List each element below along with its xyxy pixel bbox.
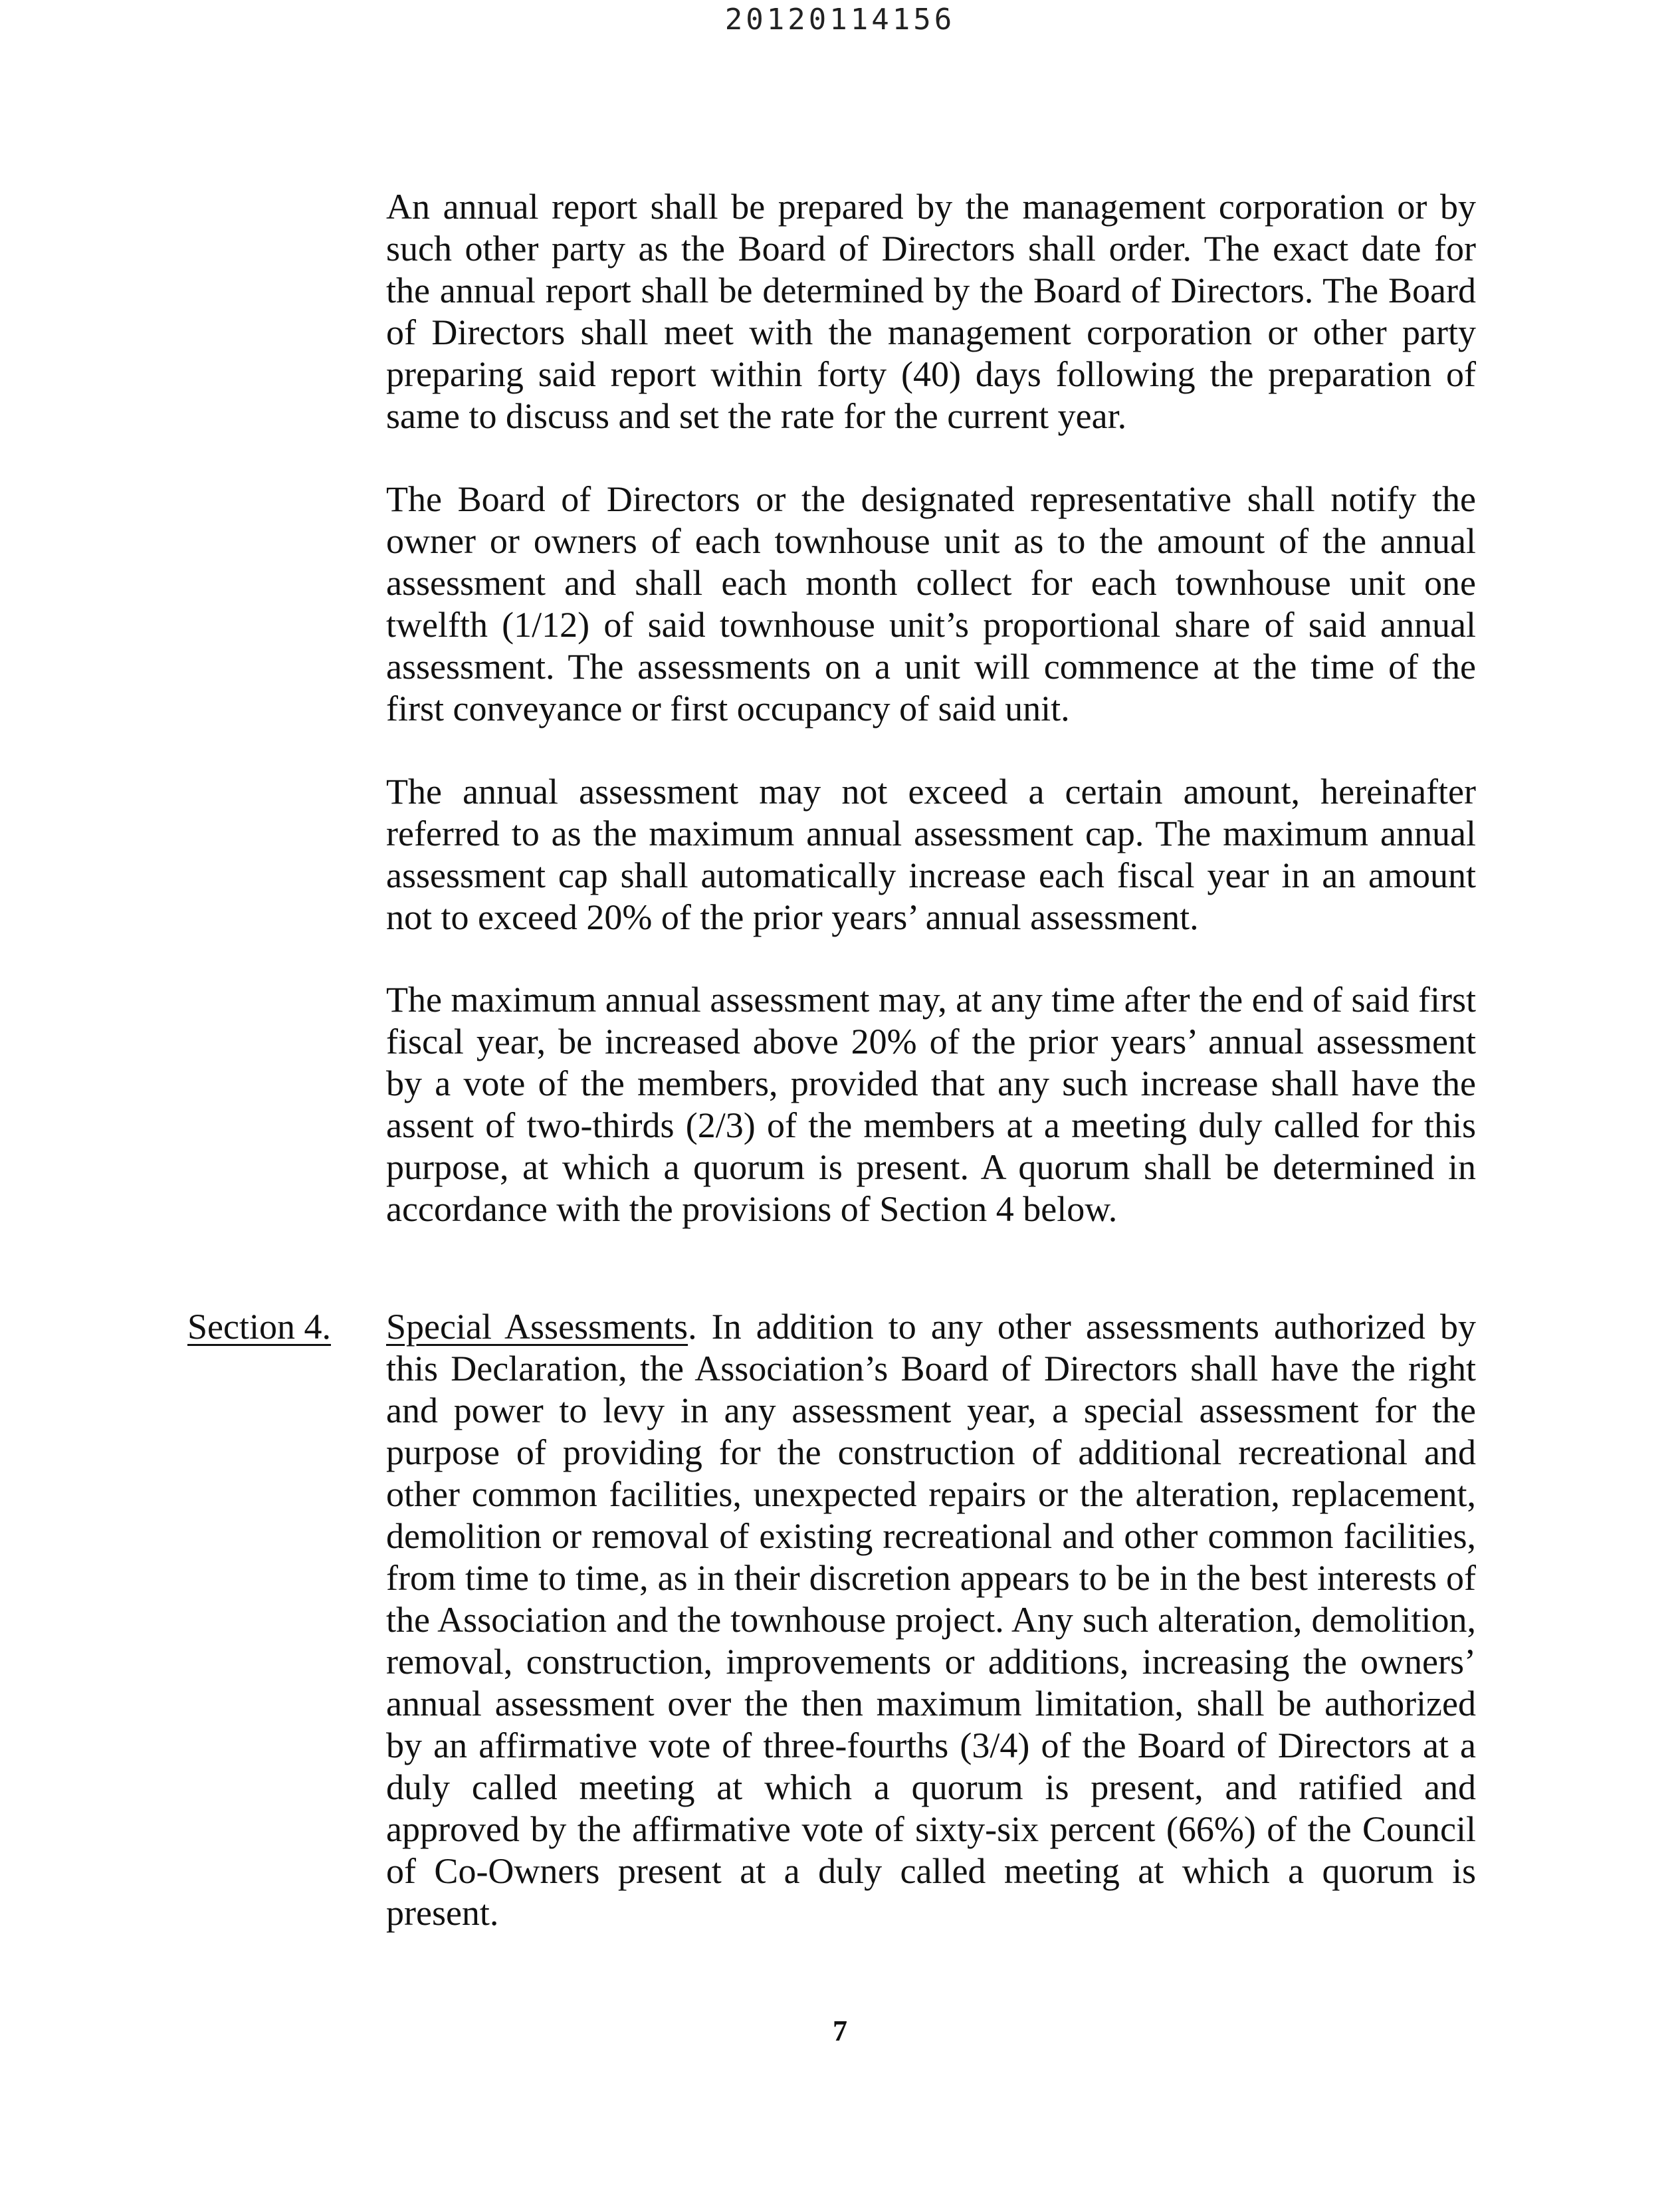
maximum-assessment-paragraph: The maximum annual assessment may, at any time after the end of said first fiscal year, be increased above 20% of the prior years’ annual assessment by a vote of the members, provided that any such increase shall have the assent of two-thirds (2/3) of the members at a meeting duly called for this purpose, at which a quorum is present. A quorum shall be determined in accordance with the provisions of Section 4 below. [386, 980, 1477, 1229]
annual-report-paragraph: An annual report shall be prepared by the management corporation or by such other party as the Board of Directors shall order. The exact date for the annual report shall be determined by the Board of Directors. The Board of Directors shall meet with the management corporation or other party preparing said report within forty (40) days following the preparation of same to discuss and set the rate for the current year. [386, 187, 1476, 436]
assessment-cap-paragraph: The annual assessment may not exceed a certain amount, hereinafter referred to as the maximum annual assessment cap. The maximum annual assessment cap shall automatically increase each fiscal year in an amount not to exceed 20% of the prior years’ annual assessment. [386, 772, 1476, 937]
page-number: 7 [833, 2015, 847, 2047]
section-4-heading: Special Assessments [386, 1307, 688, 1347]
section-4-paragraph [386, 1306, 1476, 1934]
notify-owners-paragraph: The Board of Directors or the designated representative shall notify the owner or owners of each townhouse unit as to the amount of the annual assessment and shall each month collect for each townhouse unit one twelfth (1/12) of said townhouse unit’s proportional share of said annual assessment. The assessments on a unit will commence at the time of the first conveyance or first occupancy of said unit. [386, 479, 1476, 728]
section-4-body: . In addition to any other assessments authorized by this Declaration, the Association’s Board of Directors shall have the right and power to levy in any assessment year, a special assessment for the purpose of providing for the construction of additional recreational and other common facilities, unexpected repairs or the alteration, replacement, demolition or removal of existing recreational and other common facilities, from time to time, as in their discretion appears to be in the best interests of the Association and the townhouse project. Any such alteration, demolition, removal, construction, improvements or additions, increasing the owners’ annual assessment over the then maximum limitation, shall be authorized by an affirmative vote of three-fourths (3/4) of the Board of Directors at a duly called meeting at which a quorum is present, and ratified and approved by the affirmative vote of sixty-six percent (66%) of the Council of Co-Owners present at a duly called meeting at which a quorum is present. [386, 1307, 1476, 1933]
document-number: 20120114156 [724, 3, 956, 37]
section-4-label: Section 4. [187, 1307, 331, 1347]
